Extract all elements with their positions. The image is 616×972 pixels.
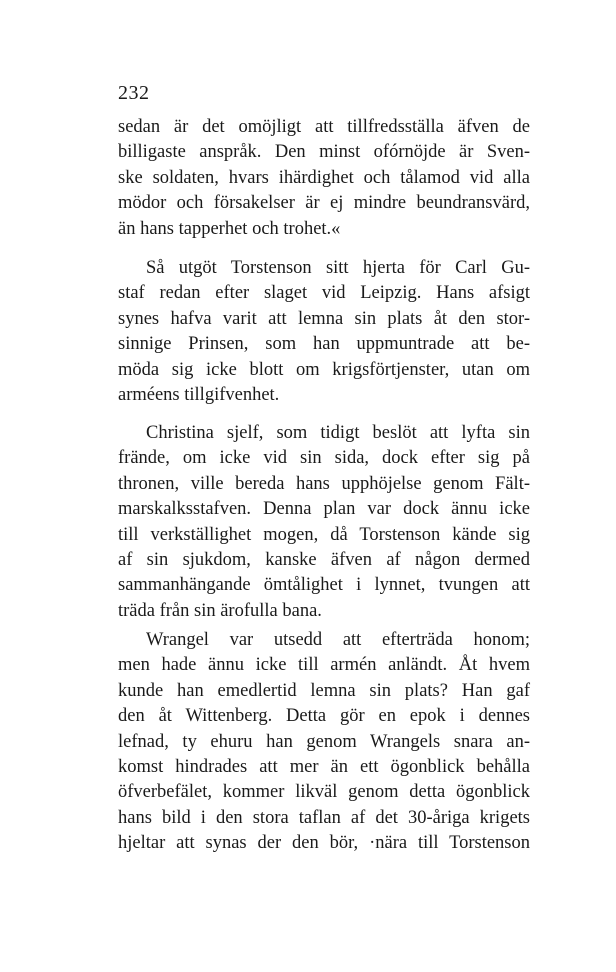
- text-line: af sin sjukdom, kanske äfven af någon dermed: [118, 549, 530, 570]
- text-line: lefnad, ty ehuru han genom Wrangels snara an-: [118, 731, 530, 752]
- text-line: synes hafva varit att lemna sin plats åt den stor-: [118, 308, 530, 329]
- text-line: hjeltar att synas der den bör, ·nära till Torstenson: [118, 833, 530, 854]
- text-line: Wrangel var utsedd att efterträda honom;: [146, 630, 530, 650]
- text-line: mödor och försakelser är ej mindre beundransvärd,: [118, 193, 530, 214]
- paragraph-4: [118, 628, 530, 857]
- text-line: möda sig icke blott om krigsförtjenster, utan om: [118, 359, 530, 380]
- text-line: sedan är det omöjligt att tillfredsställa äfven de: [118, 117, 530, 137]
- text-line: Så utgöt Torstenson sitt hjerta för Carl Gu-: [146, 258, 530, 278]
- text-line: arméens tillgifvenhet.: [118, 384, 280, 405]
- text-line: ske soldaten, hvars ihärdighet och tålamod vid alla: [118, 167, 530, 188]
- text-line: hans bild i den stora taflan af det 30-åriga krigets: [118, 807, 530, 828]
- text-line: sammanhängande ömtålighet i lynnet, tvungen att: [118, 575, 530, 596]
- paragraph-1: [118, 115, 530, 242]
- text-line: marskalksstafven. Denna plan var dock ännu icke: [118, 499, 530, 520]
- text-line: Christina sjelf, som tidigt beslöt att lyfta sin: [146, 423, 530, 443]
- text-line: komst hindrades att mer än ett ögonblick behålla: [118, 756, 530, 777]
- text-line: kunde han emedlertid lemna sin plats? Han gaf: [118, 680, 530, 701]
- text-line: öfverbefälet, kommer likväl genom detta ögonblick: [118, 782, 530, 803]
- text-line: än hans tapperhet och trohet.«: [118, 218, 341, 239]
- text-line: sinnige Prinsen, som han uppmuntrade att be-: [118, 334, 530, 355]
- text-line: men hade ännu icke till armén anländt. Åt hvem: [118, 655, 530, 676]
- text-line: till verkställighet mogen, då Torstenson kände sig: [118, 524, 530, 545]
- text-line: staf redan efter slaget vid Leipzig. Hans afsigt: [118, 283, 530, 304]
- paragraph-3: [118, 421, 530, 624]
- page-number: 232: [118, 82, 150, 104]
- text-line: billigaste anspråk. Den minst ofórnöjde är Sven-: [118, 142, 530, 163]
- text-line: frände, om icke vid sin sida, dock efter sig på: [118, 448, 530, 469]
- text-line: den åt Wittenberg. Detta gör en epok i dennes: [118, 706, 530, 727]
- text-line: thronen, ville bereda hans upphöjelse genom Fält-: [118, 473, 530, 494]
- paragraph-2: [118, 256, 530, 408]
- text-line: träda från sin ärofulla bana.: [118, 600, 322, 621]
